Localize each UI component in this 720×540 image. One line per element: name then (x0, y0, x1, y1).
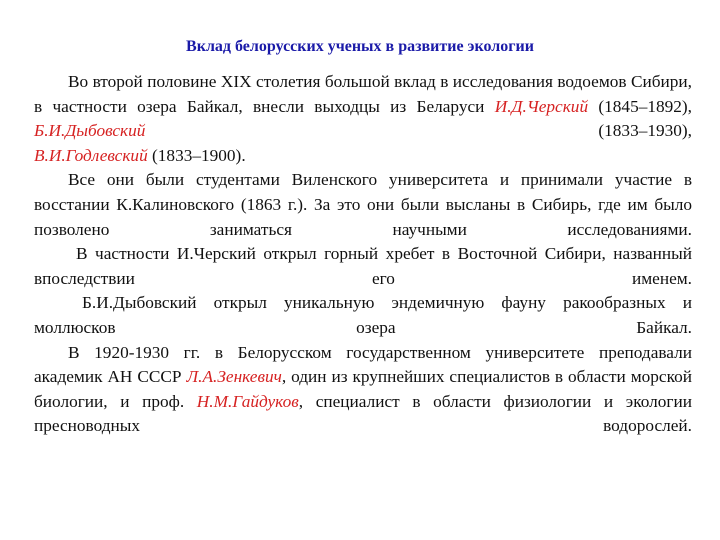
paragraph-5 (34, 341, 692, 439)
p1-text-c: (1833–1930), (145, 121, 692, 141)
paragraph-3: В частности И.Черский открыл горный хребет в Восточной Сибири, названный впоследствии его именем. (34, 244, 692, 288)
slide-title: Вклад белорусских ученых в развитие экологии (186, 38, 534, 55)
p1-text-b: (1845–1892), (588, 96, 692, 116)
paragraph-1-end (34, 144, 692, 169)
name-gaydukov: Н.М.Гайдуков (196, 391, 299, 411)
name-godlevsky: В.И.Годлевский (34, 145, 148, 165)
name-chersky: И.Д.Черский (494, 96, 589, 116)
paragraph-4: Б.И.Дыбовский открыл уникальную эндемичную фауну ракообразных и моллюсков озера Байкал. (34, 293, 692, 337)
name-dybowski: Б.И.Дыбовский (34, 121, 146, 141)
p1-text-d: (1833–1900). (147, 145, 246, 165)
paragraph-2: Все они были студентами Виленского университета и принимали участие в восстании К.Калиновского (1863 г.). За это они были высланы в Сибирь, где им было позволено заниматься научными исследованиями. (34, 170, 692, 239)
slide-body (34, 70, 692, 439)
p5-text-b: , один из крупнейших специалистов в области морской биологии, и проф. (34, 367, 692, 411)
p5-text-c: , специалист в области физиологии и экологии пресноводных водорослей. (34, 391, 692, 436)
paragraph-1 (34, 70, 692, 144)
name-zenkevich: Л.А.Зенкевич (186, 367, 282, 387)
p5-text-a: В 1920-1930 гг. в Белорусском государственном университете преподавали академик АН СССР (34, 342, 692, 387)
p1-text-a: Во второй половине XIX столетия большой вклад в исследования водоемов Сибири, в частности озера Байкал, внесли выходцы из Беларуси (34, 72, 692, 116)
